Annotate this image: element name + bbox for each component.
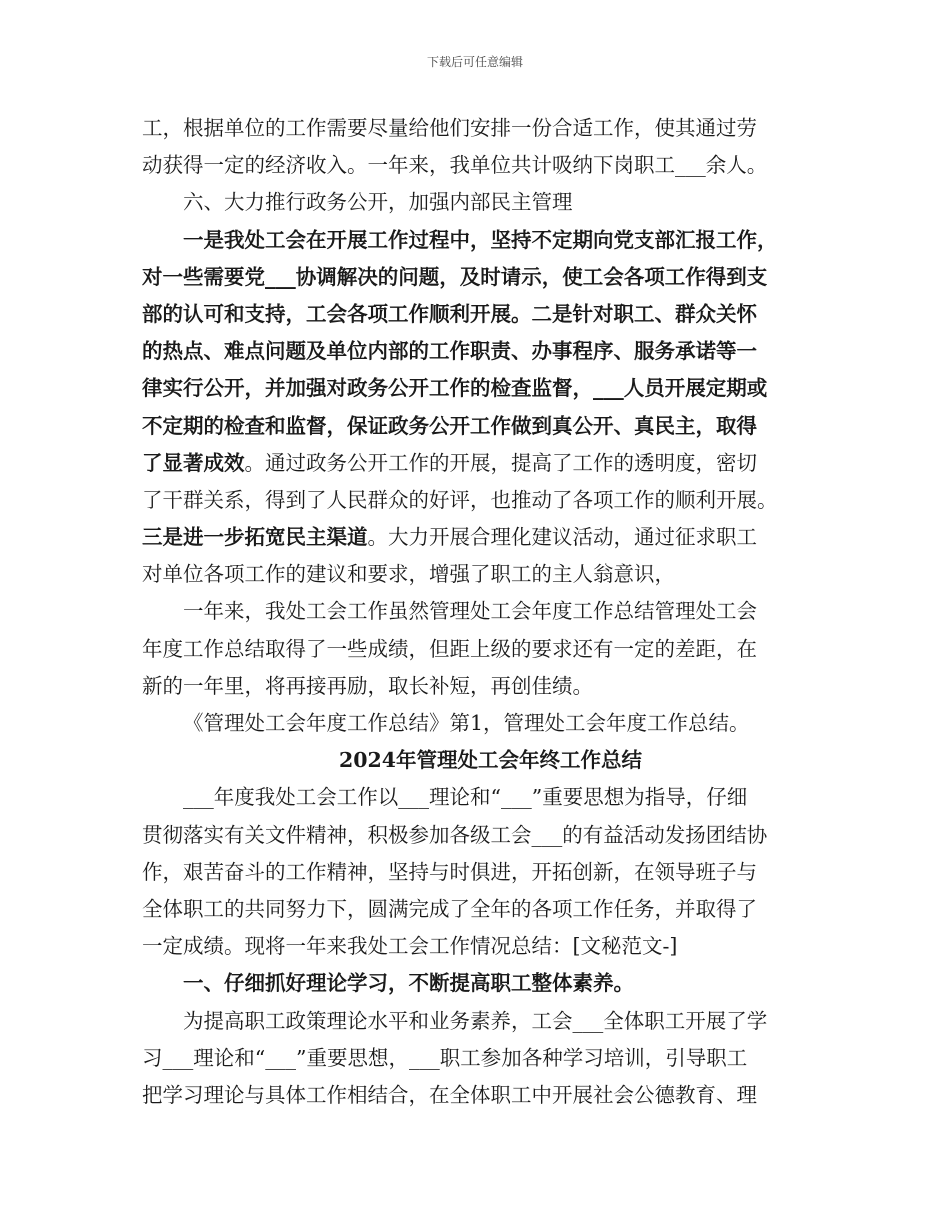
text-segment: 部的认可和支持，工会各项工作顺利开展。二是针对职工、群众关怀 [142,301,757,326]
text-segment: 六、大力推行政务公开，加强内部民主管理 [183,190,573,215]
text-segment: 不定期的检查和监督，保证政务公开工作做到真公开、真民主，取得 [142,413,757,438]
text-segment: 对单位各项工作的建议和要求，增强了职工的主人翁意识， [142,562,675,587]
text-line [142,965,822,1002]
text-segment: 一、仔细抓好理论学习，不断提高职工整体素养。 [183,971,634,996]
text-line [142,891,822,928]
text-line [142,445,822,482]
text-segment: 把学习理论与具体工作相结合，在全体职工中开展社会公德教育、理 [142,1082,757,1107]
text-segment: ___年度我处工会工作以___理论和“___”重要思想为指导，仔细 [183,785,748,810]
text-line [142,296,822,333]
text-line [142,147,822,184]
text-line [142,705,822,742]
text-line [142,631,822,668]
text-line [142,556,822,593]
text-segment: 新的一年里，将再接再励，取长补短，再创佳绩。 [142,673,593,698]
text-line [142,482,822,519]
text-line [142,370,822,407]
text-segment: 一年来，我处工会工作虽然管理处工会年度工作总结管理处工会 [183,599,757,624]
text-segment: 律实行公开，并加强对政务公开工作的检查监督，___人员开展定期或 [142,376,768,401]
text-line [142,928,822,965]
text-line [142,222,822,259]
text-segment: 全体职工的共同努力下，圆满完成了全年的各项工作任务，并取得了 [142,896,757,921]
page-header: 下载后可任意编辑 [426,55,523,69]
text-segment: 。大力开展合理化建议活动，通过征求职工 [367,525,757,550]
text-segment: 动获得一定的经济收入。一年来，我单位共计吸纳下岗职工___余人。 [142,153,768,178]
document-body [142,110,822,1114]
text-line [142,593,822,630]
text-segment: 对一些需要党___协调解决的问题，及时请示，使工会各项工作得到支 [142,264,768,289]
text-line [142,259,822,296]
text-line [142,519,822,556]
text-segment: 的热点、难点问题及单位内部的工作职责、办事程序、服务承诺等一 [142,339,757,364]
text-segment: 了干群关系，得到了人民群众的好评，也推动了各项工作的顺利开展。 [142,487,778,512]
text-segment: 作，艰苦奋斗的工作精神，坚持与时俱进，开拓创新，在领导班子与 [142,859,757,884]
text-line [142,817,822,854]
text-segment: 《管理处工会年度工作总结》第1，管理处工会年度工作总结。 [183,711,750,735]
text-segment: 工，根据单位的工作需要尽量给他们安排一份合适工作，使其通过劳 [142,116,757,140]
text-segment: 年度工作总结取得了一些成绩，但距上级的要求还有一定的差距，在 [142,636,757,661]
text-segment: 三是进一步拓宽民主渠道 [142,525,368,550]
text-segment: 习___理论和“___”重要思想，___职工参加各种学习培训，引导职工 [142,1045,748,1070]
text-line [142,408,822,445]
text-segment: 了显著成效 [142,450,245,475]
text-segment: 。通过政务公开工作的开展，提高了工作的透明度，密切 [244,450,757,475]
text-segment: 贯彻落实有关文件精神，积极参加各级工会___的有益活动发扬团结协 [142,822,768,847]
text-line [142,184,822,221]
text-segment: 一是我处工会在开展工作过程中，坚持不定期向党支部汇报工作， [183,227,778,252]
text-line [142,110,822,147]
text-line [142,1077,822,1114]
text-segment: 2024年管理处工会年终工作总结 [339,748,643,773]
text-line [142,1003,822,1040]
section-title [142,742,822,779]
text-line [142,854,822,891]
text-line [142,333,822,370]
text-segment: 为提高职工政策理论水平和业务素养，工会___全体职工开展了学 [183,1008,768,1033]
text-segment: 一定成绩。现将一年来我处工会工作情况总结：[文秘范文-] [142,934,678,959]
text-line [142,779,822,816]
text-line [142,1040,822,1077]
text-line [142,668,822,705]
